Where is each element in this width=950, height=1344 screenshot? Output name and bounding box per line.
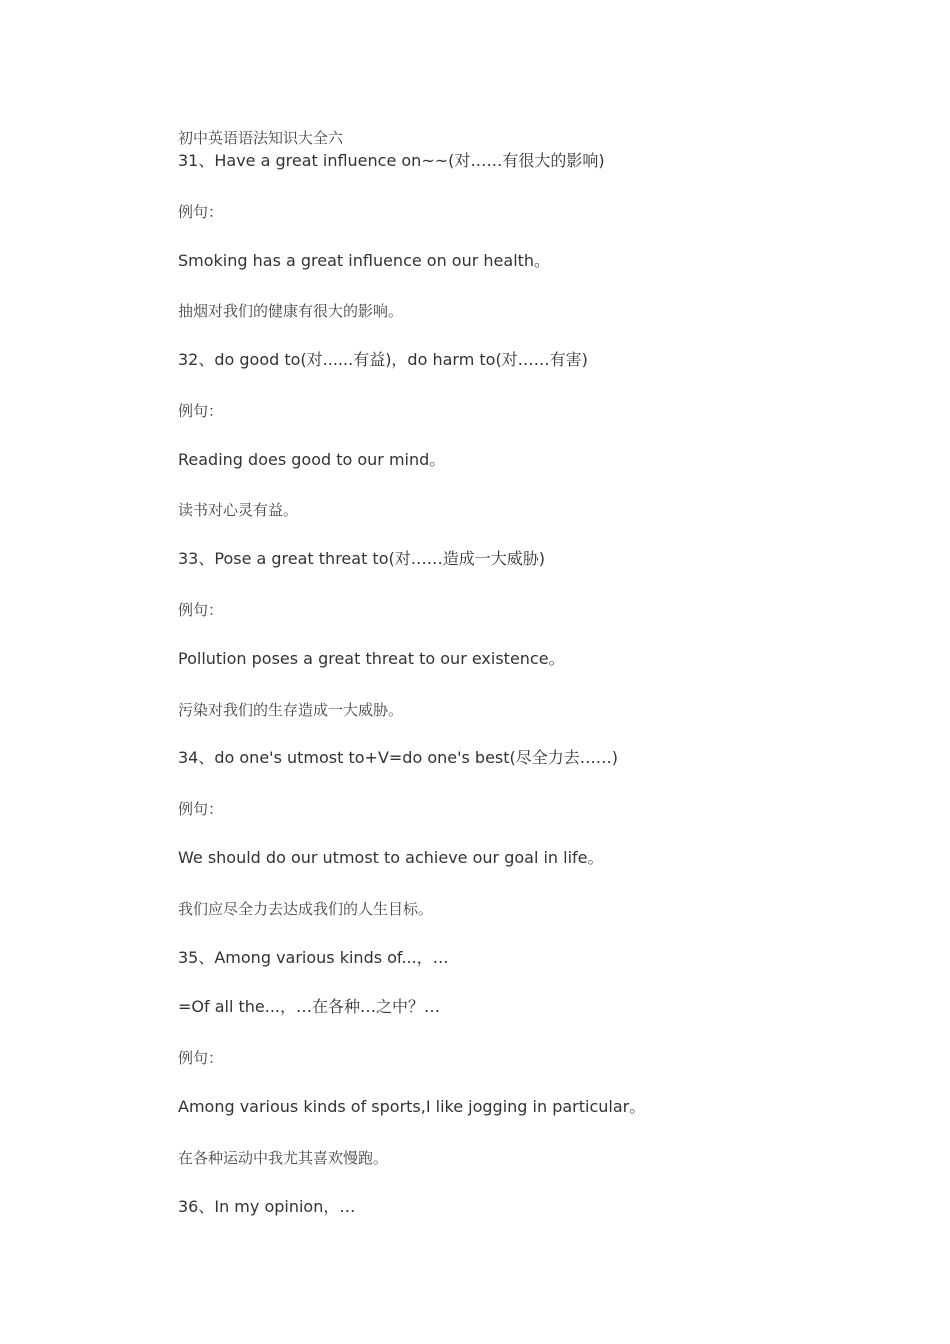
example-sentence-cn: 我们应尽全力去达成我们的人生目标。 [178, 900, 434, 918]
example-sentence-cn: 在各种运动中我尤其喜欢慢跑。 [178, 1149, 389, 1167]
item-heading-35: 35、Among various kinds of...，… [178, 948, 449, 967]
item-heading-31: 31、Have a great influence on~~(对……有很大的影响) [178, 151, 605, 170]
example-sentence-en: Smoking has a great influence on our health。 [178, 251, 551, 270]
example-sentence-cn: 抽烟对我们的健康有很大的影响。 [178, 302, 404, 320]
example-sentence-en: Reading does good to our mind。 [178, 450, 446, 469]
example-label: 例句： [178, 800, 224, 818]
item-heading-34: 34、do one's utmost to+V=do one's best(尽全力去……) [178, 748, 619, 767]
example-sentence-en: Among various kinds of sports,I like jogging in particular。 [178, 1097, 646, 1116]
item-heading-33: 33、Pose a great threat to(对……造成一大威胁) [178, 549, 545, 568]
example-sentence-cn: 污染对我们的生存造成一大威胁。 [178, 701, 404, 719]
example-sentence-cn: 读书对心灵有益。 [178, 501, 299, 519]
item-heading-32: 32、do good to(对......有益)，do harm to(对……有害) [178, 350, 588, 369]
example-sentence-en: We should do our utmost to achieve our goal in life。 [178, 848, 604, 867]
example-label: 例句： [178, 203, 224, 221]
item-heading-35-alt: =Of all the...，…在各种…之中？… [178, 997, 441, 1016]
example-label: 例句： [178, 601, 224, 619]
item-heading-36: 36、In my opinion，… [178, 1197, 356, 1216]
document-title: 初中英语语法知识大全六 [178, 129, 344, 147]
example-label: 例句： [178, 1049, 224, 1067]
example-sentence-en: Pollution poses a great threat to our existence。 [178, 649, 565, 668]
example-label: 例句： [178, 402, 224, 420]
